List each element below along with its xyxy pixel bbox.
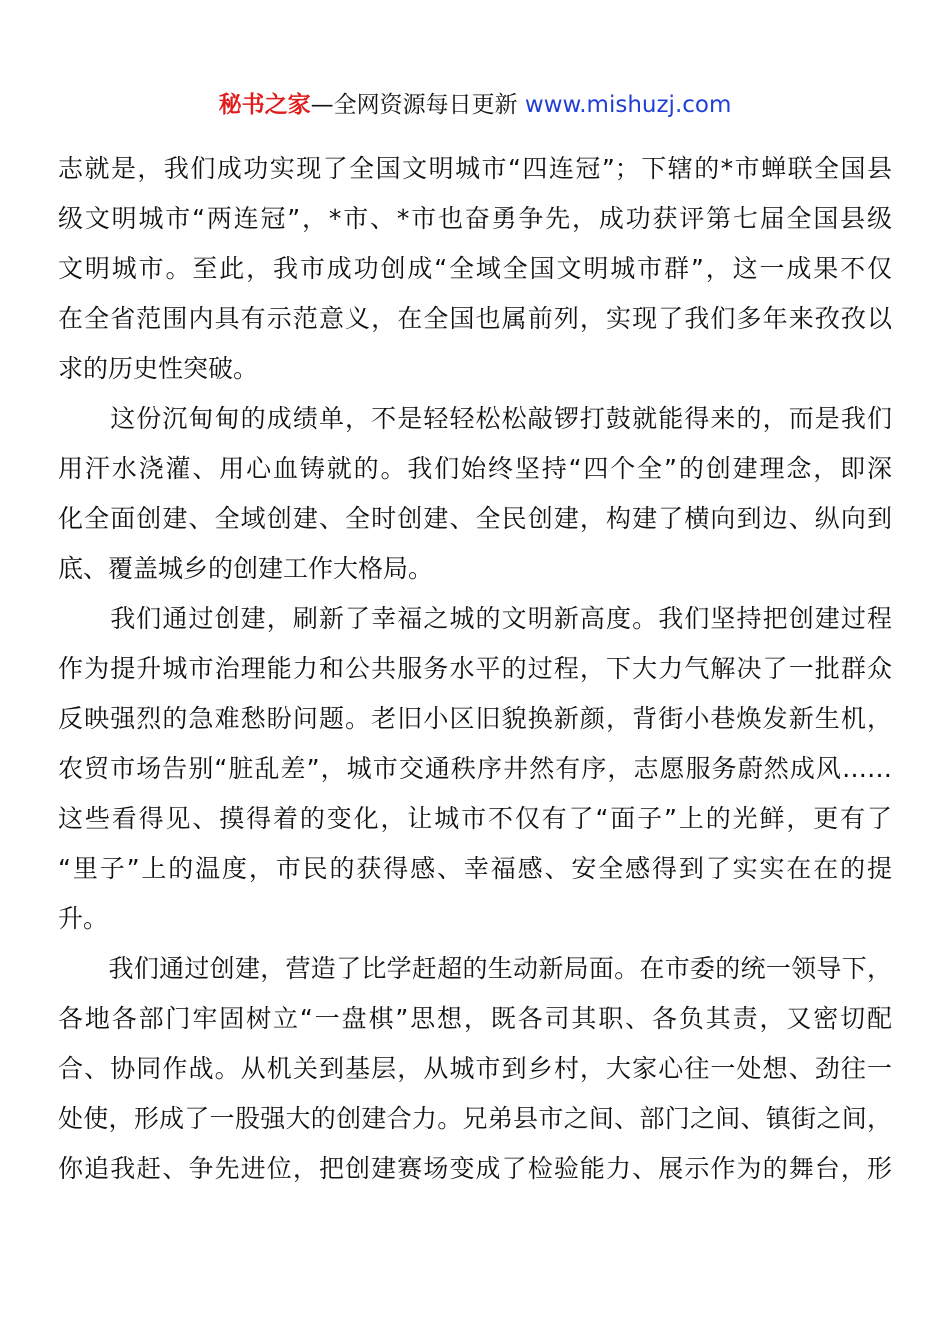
text-line-21: 你追我赶、争先进位，把创建赛场变成了检验能力、展示作为的舞台，形 xyxy=(58,1154,892,1183)
text-line-5: 求的历史性突破。 xyxy=(58,354,259,383)
site-brand: 秘书之家 xyxy=(218,92,311,118)
text-line-9: 底、覆盖城乡的创建工作大格局。 xyxy=(58,554,434,583)
site-header xyxy=(0,88,950,122)
text-line-11: 作为提升城市治理能力和公共服务水平的过程，下大力气解决了一批群众 xyxy=(58,654,892,683)
text-line-6: 这份沉甸甸的成绩单，不是轻轻松松敲锣打鼓就能得来的，而是我们 xyxy=(58,404,892,433)
document-body xyxy=(58,144,892,1194)
text-line-12: 反映强烈的急难愁盼问题。老旧小区旧貌换新颜，背街小巷焕发新生机， xyxy=(58,704,892,733)
text-line-7: 用汗水浇灌、用心血铸就的。我们始终坚持“四个全”的创建理念，即深 xyxy=(58,454,892,483)
text-line-8: 化全面创建、全域创建、全时创建、全民创建，构建了横向到边、纵向到 xyxy=(58,504,892,533)
text-line-14: 这些看得见、摸得着的变化，让城市不仅有了“面子”上的光鲜，更有了 xyxy=(58,804,892,833)
text-line-1: 志就是，我们成功实现了全国文明城市“四连冠”；下辖的*市蝉联全国县 xyxy=(58,154,892,183)
site-tagline: —全网资源每日更新 xyxy=(310,92,525,118)
text-line-20: 处使，形成了一股强大的创建合力。兄弟县市之间、部门之间、镇街之间， xyxy=(58,1104,892,1133)
text-line-10: 我们通过创建，刷新了幸福之城的文明新高度。我们坚持把创建过程 xyxy=(58,604,892,633)
text-line-19: 合、协同作战。从机关到基层，从城市到乡村，大家心往一处想、劲往一 xyxy=(58,1054,892,1083)
text-line-4: 在全省范围内具有示范意义，在全国也属前列，实现了我们多年来孜孜以 xyxy=(58,304,892,333)
text-line-3: 文明城市。至此，我市成功创成“全域全国文明城市群”，这一成果不仅 xyxy=(58,254,892,283)
text-line-18: 各地各部门牢固树立“一盘棋”思想，既各司其职、各负其责，又密切配 xyxy=(58,1004,892,1033)
site-url-link[interactable]: www.mishuzj.com xyxy=(524,92,732,118)
text-line-13: 农贸市场告别“脏乱差”，城市交通秩序井然有序，志愿服务蔚然成风…… xyxy=(58,754,892,783)
text-line-16: 升。 xyxy=(58,904,109,933)
text-line-17: 我们通过创建，营造了比学赶超的生动新局面。在市委的统一领导下， xyxy=(58,954,892,983)
text-line-15: “里子”上的温度，市民的获得感、幸福感、安全感得到了实实在在的提 xyxy=(58,854,892,883)
text-line-2: 级文明城市“两连冠”，*市、*市也奋勇争先，成功获评第七届全国县级 xyxy=(58,204,892,233)
